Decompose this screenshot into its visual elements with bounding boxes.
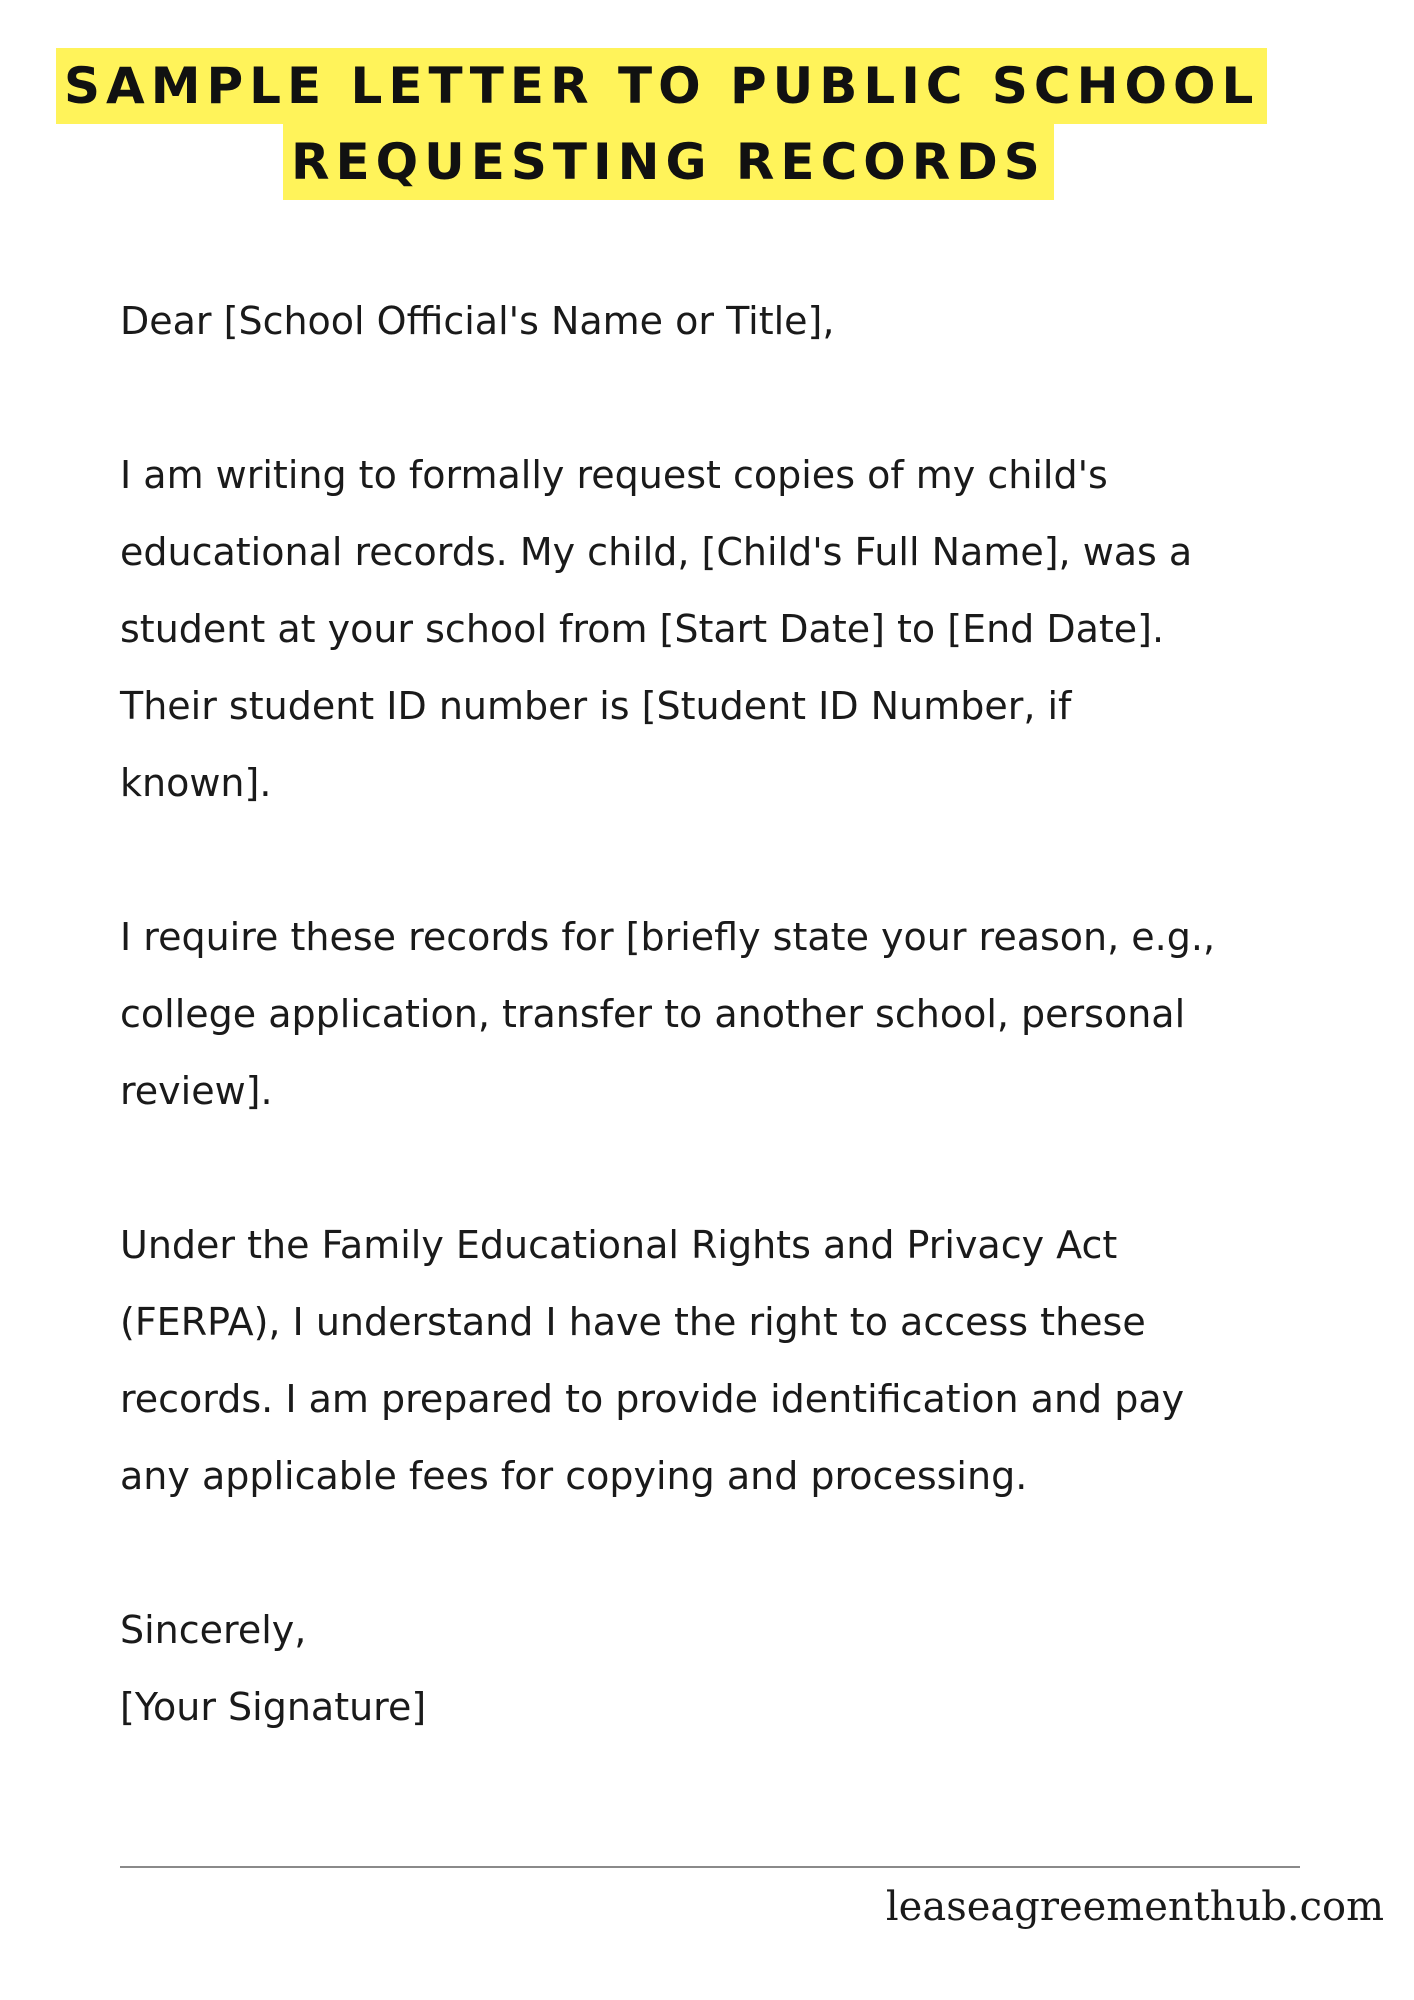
- paragraph-line: educational records. My child, [Child's Full Name], was a: [120, 530, 1193, 574]
- paragraph-line: Under the Family Educational Rights and Privacy Act: [120, 1223, 1118, 1267]
- paragraph-reason: [120, 899, 1350, 1130]
- paragraph-line: (FERPA), I understand I have the right to access these: [120, 1300, 1146, 1344]
- paragraph-ferpa: [120, 1207, 1350, 1515]
- title-line-1: SAMPLE LETTER TO PUBLIC SCHOOL: [56, 48, 1267, 124]
- letter-body: [120, 283, 1350, 1746]
- paragraph-line: any applicable fees for copying and processing.: [120, 1454, 1028, 1498]
- paragraph-line: student at your school from [Start Date] to [End Date].: [120, 607, 1165, 651]
- paragraph-request: [120, 437, 1350, 822]
- paragraph-line: records. I am prepared to provide identification and pay: [120, 1377, 1185, 1421]
- closing: Sincerely,: [120, 1608, 307, 1652]
- paragraph-line: I require these records for [briefly state your reason, e.g.,: [120, 915, 1216, 959]
- paragraph-line: known].: [120, 761, 272, 805]
- paragraph-line: college application, transfer to another school, personal: [120, 992, 1186, 1036]
- footer-website: leaseagreementhub.com: [885, 1884, 1384, 1930]
- signature-placeholder: [Your Signature]: [120, 1685, 427, 1729]
- footer-divider: [120, 1866, 1300, 1868]
- paragraph-line: review].: [120, 1069, 273, 1113]
- salutation: Dear [School Official's Name or Title],: [120, 299, 835, 343]
- closing-block: [120, 1592, 1350, 1746]
- title-line-2: REQUESTING RECORDS: [283, 124, 1054, 200]
- paragraph-line: I am writing to formally request copies of my child's: [120, 453, 1108, 497]
- paragraph-line: Their student ID number is [Student ID Number, if: [120, 684, 1072, 728]
